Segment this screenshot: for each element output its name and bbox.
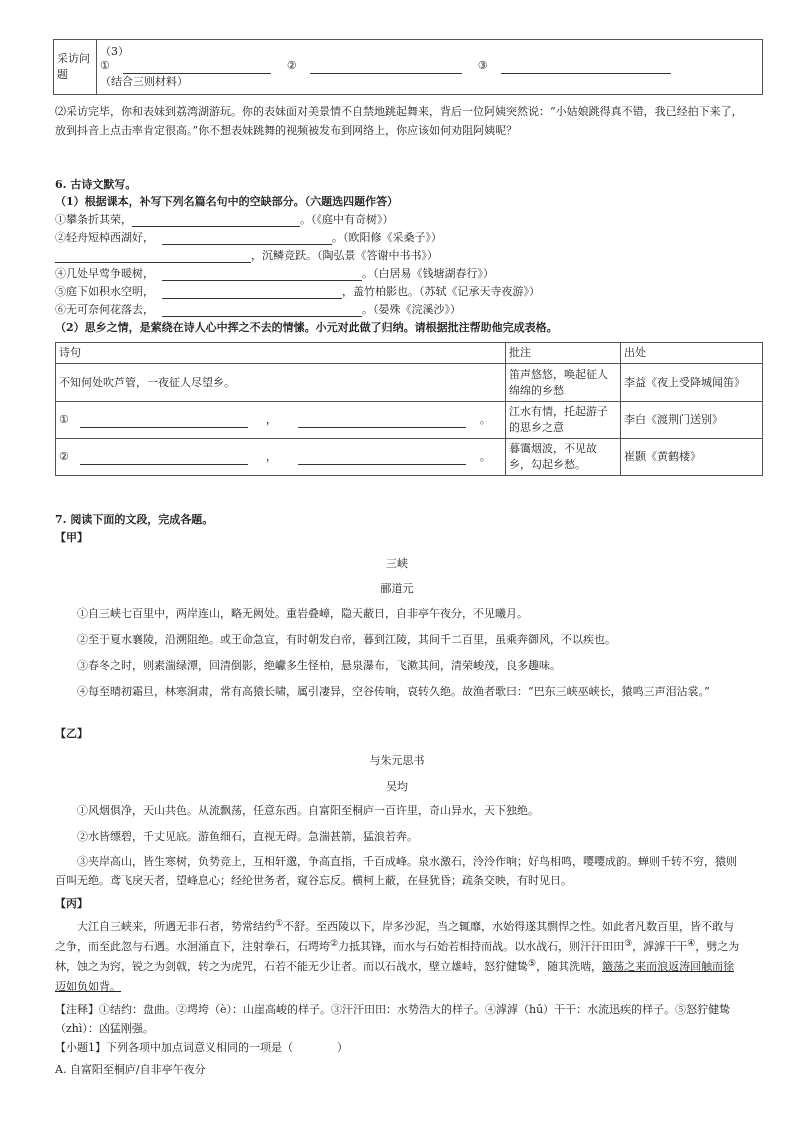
q6-blank-2[interactable]: [162, 233, 332, 245]
option-a[interactable]: A. 自富阳至桐庐/自非亭午夜分: [55, 1063, 206, 1076]
q6-sub1: （1）根据课本，补写下列名篇名句中的空缺部分。（六题选四题作答）: [55, 195, 399, 208]
row3-blank-b[interactable]: [298, 453, 466, 465]
mark-2: ②: [286, 59, 297, 72]
mark-3: ③: [477, 59, 488, 72]
q5-part2: ⑵采访完毕，你和表妹到荔湾湖游玩。你的表妹面对美景情不自禁地跳起舞来，背后一位阿姨突然说：“小姑娘跳得真不错，我已经拍下来了，放到抖音上点击率肯定很高。”你不想表妹跳舞的视频被发布到网络上，你应该如何劝阻阿姨呢？: [55, 105, 743, 137]
row1-note: 笛声悠悠，唤起征人绵绵的乡愁: [506, 364, 621, 402]
interview-label-cell: 采访问题: [54, 40, 97, 95]
row2-blank-b[interactable]: [298, 416, 466, 428]
row3-blank-a[interactable]: [80, 453, 248, 465]
section-bing: 【丙】: [55, 897, 88, 910]
jia-para-4: ④每至晴初霜旦，林寒涧肃，常有高猿长啸，属引凄异，空谷传响，哀转久绝。故渔者歌曰：“巴东三峡巫峡长，猿鸣三声泪沾裳。”: [77, 685, 710, 698]
q6-blank-4[interactable]: [162, 269, 362, 281]
row1-source: 李益《夜上受降城闻笛》: [621, 364, 763, 402]
row2-note: 江水有情，托起游子的思乡之意: [506, 402, 621, 439]
header-source: 出处: [621, 343, 763, 364]
row2-poem: ① ， 。: [56, 402, 506, 439]
q6-sub2: （2）思乡之情，是萦绕在诗人心中挥之不去的情愫。小元对此做了归纳。请根据批注帮助他完成表格。: [55, 321, 558, 334]
underlined-sentence: 簸荡之来而浪返涛回触而徐迈如负如背。: [55, 960, 735, 993]
jia-author: 郦道元: [380, 582, 414, 595]
jia-para-2: ②至于夏水襄陵，沿溯阻绝。或王命急宣，有时朝发白帝，暮到江陵，其间千二百里，虽乘奔御风，不以疾也。: [77, 633, 616, 646]
q6-line-4: ④几处早莺争暖树， 。（白居易《钱塘湖春行》）: [55, 267, 494, 280]
subquestion-1: 【小题1】下列各项中加点词意义相同的一项是（ ）: [55, 1041, 348, 1054]
q6-blank-3[interactable]: [55, 251, 251, 263]
q6-line-6: ⑥无可奈何花落去， 。（晏殊《浣溪沙》）: [55, 303, 461, 316]
blank-2[interactable]: [310, 62, 462, 74]
yi-author: 吴均: [386, 780, 408, 793]
section-yi: 【乙】: [55, 727, 88, 740]
q6-title: 6. 古诗文默写。: [55, 178, 137, 191]
q6-line-1: ①攀条折其荣， 。（《庭中有奇树》）: [55, 213, 394, 226]
row3-note: 暮霭烟波，不见故乡，勾起乡愁。: [506, 439, 621, 476]
yi-title: 与朱元思书: [369, 754, 425, 767]
row2-source: 李白《渡荆门送别》: [621, 402, 763, 439]
row2-blank-a[interactable]: [80, 416, 248, 428]
row3-source: 崔颢《黄鹤楼》: [621, 439, 763, 476]
header-poem: 诗句: [56, 343, 506, 364]
notes: 【注释】①结约：盘曲。②堮垮（è）：山崖高峻的样子。③汗汗田田：水势浩大的样子。④滹滹（hū）干干：水流迅疾的样子。⑤怒狞健鸷（zhì）：凶猛刚强。: [55, 1003, 731, 1035]
mark-1: ①: [100, 59, 110, 72]
q7-title: 7. 阅读下面的文段，完成各题。: [55, 513, 214, 526]
q6-blank-6[interactable]: [162, 305, 362, 317]
yi-para-3: ③夹岸高山，皆生寒树，负势竞上，互相轩邈，争高直指，千百成峰。泉水激石，泠泠作响；好鸟相鸣，嘤嘤成韵。蝉则千转不穷，猿则百叫无绝。鸢飞戾天者，望峰息心；经纶世务者，窥谷忘反。横柯上蔽，在昼犹昏；疏条交映，有时见日。: [55, 855, 737, 887]
blank-3[interactable]: [501, 62, 671, 74]
jia-para-3: ③春冬之时，则素湍绿潭，回清倒影，绝巘多生怪柏，悬泉瀑布，飞漱其间，清荣峻茂，良多趣味。: [77, 659, 561, 672]
interview-answer-cell: [97, 40, 763, 95]
q6-blank-1[interactable]: [132, 215, 300, 227]
row1-poem: 不知何处吹芦管，一夜征人尽望乡。: [56, 364, 506, 402]
q6-line-2: ②轻舟短棹西湖好， 。（欧阳修《采桑子》）: [55, 231, 442, 244]
q6-line-5: ⑤庭下如积水空明， ，盖竹柏影也。（苏轼《记承天寺夜游》）: [55, 285, 540, 298]
q6-line-3: ，沉鳞竞跃。（陶弘景《答谢中书书》）: [55, 248, 438, 263]
interview-cell-number: （3）: [100, 45, 129, 58]
jia-para-1: ①自三峡七百里中，两岸连山，略无阙处。重岩叠嶂，隐天蔽日，自非亭午夜分，不见曦月。: [77, 607, 528, 620]
yi-para-1: ①风烟俱净，天山共色。从流飘荡，任意东西。自富阳至桐庐一百许里，奇山异水，天下独绝。: [77, 804, 539, 817]
interview-table: [53, 39, 763, 95]
interview-tail: （结合三则材料）: [100, 75, 188, 88]
row3-poem: ② ， 。: [56, 439, 506, 476]
blank-1[interactable]: [123, 62, 271, 74]
yi-para-2: ②水皆缥碧，千丈见底。游鱼细石，直视无碍。急湍甚箭，猛浪若奔。: [77, 830, 418, 843]
bing-para: 大江自三峡来，所遇无非石者，势常结约①不舒。至西陵以下，岸多沙泥，当之辄靡，水始得遂其剽悍之性。如此者凡数百里，皆不敢与之争，而至此忽与石遇。水洄涌直下，注射拳石，石堮垮②力抵其锋，而水与石始若相持而战。以水战石，则汗汗田田③，滹滹干干④，劈之为林，蚀之为窍，锐之为剑戟，转之为虎咒，石若不能无少让者。而以石战水，壁立雄峙，怒狞健鸷⑤，随其洗啮，簸荡之来而浪返涛回触而徐迈如负如背。: [55, 919, 740, 993]
jia-title: 三峡: [386, 557, 408, 570]
section-jia: 【甲】: [55, 531, 88, 544]
q6-blank-5[interactable]: [162, 287, 342, 299]
nostalgia-table: [55, 342, 763, 476]
header-note: 批注: [506, 343, 621, 364]
